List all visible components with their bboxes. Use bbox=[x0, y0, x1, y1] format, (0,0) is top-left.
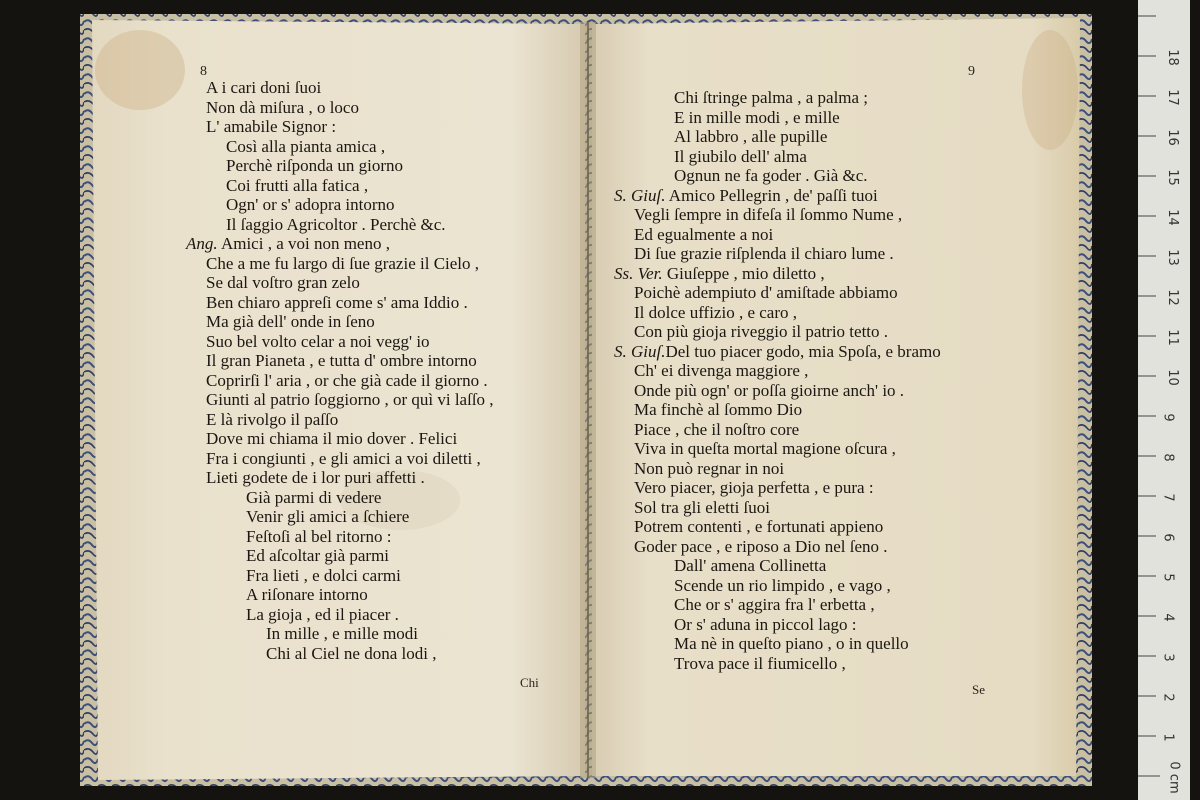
text-line bbox=[246, 527, 391, 547]
text-line bbox=[246, 605, 399, 625]
ruler-label: 3 bbox=[1160, 653, 1176, 662]
text-line bbox=[634, 244, 894, 264]
ruler-label: 14 bbox=[1164, 209, 1180, 226]
text-line bbox=[246, 585, 368, 605]
line-text: Sol tra gli eletti ſuoi bbox=[634, 497, 770, 517]
text-line bbox=[634, 459, 784, 479]
text-line bbox=[634, 283, 898, 303]
left-page-number: 8 bbox=[200, 64, 207, 79]
ruler-label: 7 bbox=[1160, 493, 1176, 502]
ruler-label: 11 bbox=[1164, 329, 1180, 346]
text-line bbox=[674, 634, 909, 654]
text-line bbox=[206, 312, 375, 332]
text-line bbox=[206, 78, 321, 98]
line-text: A i cari doni ſuoi bbox=[206, 78, 322, 97]
line-text: Amico Pellegrin , de' paſſi tuoi bbox=[665, 185, 878, 205]
line-text: Fra i congiunti , e gli amici a voi diletti , bbox=[206, 448, 481, 468]
line-text: Il giubilo dell' alma bbox=[674, 146, 807, 166]
line-text: Ma nè in queſto piano , o in quello bbox=[674, 634, 909, 653]
text-line bbox=[634, 361, 808, 381]
line-text: Trova pace il fiumicello , bbox=[674, 653, 846, 673]
line-text: Non dà miſura , o loco bbox=[206, 97, 359, 117]
text-line bbox=[206, 98, 359, 118]
text-line bbox=[246, 566, 401, 586]
text-line bbox=[674, 615, 856, 635]
line-text: Che a me fu largo di ſue grazie il Cielo , bbox=[206, 253, 480, 273]
right-page-number: 9 bbox=[968, 64, 975, 79]
line-text: E in mille modi , e mille bbox=[674, 107, 840, 127]
line-text: Lieti godete de i lor puri affetti . bbox=[206, 468, 425, 487]
line-text: A riſonare intorno bbox=[246, 585, 368, 604]
text-line bbox=[226, 156, 403, 176]
line-text: Coi frutti alla fatica , bbox=[226, 175, 369, 195]
line-text: Vero piacer, gioja perfetta , e pura : bbox=[634, 478, 874, 497]
ruler-label: 8 bbox=[1160, 453, 1176, 462]
text-line bbox=[206, 371, 488, 391]
text-line bbox=[634, 400, 802, 420]
text-line bbox=[246, 546, 389, 566]
text-line bbox=[634, 478, 874, 498]
text-line bbox=[674, 166, 868, 186]
line-text: Così alla pianta amica , bbox=[226, 136, 386, 156]
text-line bbox=[674, 576, 891, 596]
line-text: Già parmi di vedere bbox=[246, 487, 382, 507]
text-line bbox=[634, 322, 888, 342]
text-line bbox=[206, 390, 494, 410]
ruler-label: 12 bbox=[1164, 289, 1180, 306]
ruler-label: 9 bbox=[1160, 413, 1176, 422]
line-text: Dall' amena Collinetta bbox=[674, 556, 827, 575]
line-text: Ma già dell' onde in ſeno bbox=[206, 312, 375, 331]
line-text: Viva in queſta mortal magione oſcura , bbox=[634, 439, 896, 458]
text-line bbox=[674, 108, 840, 128]
text-line bbox=[614, 186, 878, 206]
line-text: Goder pace , e riposo a Dio nel ſeno . bbox=[634, 536, 888, 556]
line-text: Il ſaggio Agricoltor . Perchè &c. bbox=[226, 214, 446, 234]
text-line bbox=[634, 225, 773, 245]
line-text: Del tuo piacer godo, mia Spoſa, e bramo bbox=[665, 341, 941, 361]
ruler-label: 10 bbox=[1164, 369, 1180, 386]
text-line bbox=[206, 273, 360, 293]
line-text: E là rivolgo il paſſo bbox=[206, 409, 339, 429]
line-text: Non può regnar in noi bbox=[634, 458, 785, 478]
text-line bbox=[634, 303, 797, 323]
line-text: Il dolce uffizio , e caro , bbox=[634, 302, 798, 322]
ruler bbox=[1138, 0, 1190, 800]
text-line bbox=[674, 654, 846, 674]
speaker-label: Ang. bbox=[186, 234, 218, 253]
line-text: Il gran Pianeta , e tutta d' ombre intorno bbox=[206, 351, 477, 370]
line-text: La gioja , ed il piacer . bbox=[246, 604, 399, 624]
line-text: Ognun ne fa goder . Già &c. bbox=[674, 166, 868, 185]
line-text: Ogn' or s' adopra intorno bbox=[226, 195, 395, 214]
text-line bbox=[634, 205, 902, 225]
text-line bbox=[186, 234, 390, 254]
line-text: Al labbro , alle pupille bbox=[674, 127, 828, 146]
line-text: L' amabile Signor : bbox=[206, 117, 337, 136]
line-text: Poichè adempiuto d' amiſtade abbiamo bbox=[634, 283, 898, 302]
ruler-label: 5 bbox=[1160, 573, 1176, 582]
ruler-label: 2 bbox=[1160, 693, 1176, 702]
line-text: Feſtoſi al bel ritorno : bbox=[246, 526, 392, 546]
line-text: Coprirſi l' aria , or che già cade il giorno . bbox=[206, 370, 488, 390]
text-line bbox=[674, 88, 868, 108]
text-line bbox=[206, 468, 425, 488]
line-text: Con più gioja riveggio il patrio tetto . bbox=[634, 322, 889, 341]
text-line bbox=[634, 517, 883, 537]
line-text: Ben chiaro appreſi come s' ama Iddio . bbox=[206, 292, 468, 312]
text-line bbox=[206, 332, 430, 352]
ruler-label: 15 bbox=[1164, 169, 1180, 186]
line-text: Or s' aduna in piccol lago : bbox=[674, 614, 857, 634]
text-line bbox=[226, 215, 446, 235]
ruler-label: 18 bbox=[1164, 49, 1180, 66]
line-text: Fra lieti , e dolci carmi bbox=[246, 565, 401, 585]
text-line bbox=[206, 449, 481, 469]
line-text: Amici , a voi non meno , bbox=[217, 234, 390, 253]
text-line bbox=[266, 624, 418, 644]
line-text: Perchè riſponda un giorno bbox=[226, 156, 404, 175]
text-line bbox=[206, 254, 479, 274]
line-text: Che or s' aggira fra l' erbetta , bbox=[674, 595, 875, 614]
line-text: Di ſue grazie riſplenda il chiaro lume . bbox=[634, 244, 894, 263]
line-text: Giunti al patrio ſoggiorno , or quì vi laſſo , bbox=[206, 390, 494, 409]
line-text: Scende un rio limpido , e vago , bbox=[674, 575, 891, 595]
text-line bbox=[206, 293, 468, 313]
text-line bbox=[614, 264, 825, 284]
text-line bbox=[674, 127, 827, 147]
ruler-label: 13 bbox=[1164, 249, 1180, 266]
text-line bbox=[206, 351, 477, 371]
line-text: Giuſeppe , mio diletto , bbox=[662, 263, 825, 283]
line-text: Ch' ei divenga maggiore , bbox=[634, 361, 809, 380]
line-text: Ma finchè al ſommo Dio bbox=[634, 400, 803, 419]
speaker-label: S. Giuſ. bbox=[614, 341, 666, 361]
line-text: Suo bel volto celar a noi vegg' io bbox=[206, 331, 430, 351]
text-line bbox=[246, 488, 381, 508]
line-text: Venir gli amici a ſchiere bbox=[246, 507, 410, 526]
text-line bbox=[206, 429, 457, 449]
text-line bbox=[634, 381, 904, 401]
text-line bbox=[674, 556, 826, 576]
ruler-label: 4 bbox=[1160, 613, 1176, 622]
line-text: Se dal voſtro gran zelo bbox=[206, 273, 360, 292]
text-line bbox=[614, 342, 941, 362]
line-text: Chi ſtringe palma , a palma ; bbox=[674, 88, 869, 107]
text-line bbox=[206, 410, 338, 430]
ruler-label: 6 bbox=[1160, 533, 1176, 542]
speaker-label: S. Giuſ. bbox=[614, 185, 666, 205]
text-line bbox=[246, 507, 409, 527]
text-line bbox=[634, 439, 896, 459]
line-text: Vegli ſempre in difeſa il ſommo Nume , bbox=[634, 205, 903, 224]
line-text: Ed egualmente a noi bbox=[634, 224, 774, 244]
line-text: In mille , e mille modi bbox=[266, 624, 419, 643]
line-text: Ed aſcoltar già parmi bbox=[246, 546, 390, 565]
text-line bbox=[226, 176, 368, 196]
line-text: Piace , che il noſtro core bbox=[634, 419, 800, 439]
text-line bbox=[674, 595, 875, 615]
line-text: Dove mi chiama il mio dover . Felici bbox=[206, 429, 458, 448]
line-text: Chi al Ciel ne dona lodi , bbox=[266, 643, 437, 663]
text-line bbox=[226, 137, 385, 157]
ruler-label: 0 cm bbox=[1166, 761, 1182, 794]
text-line bbox=[634, 498, 770, 518]
ruler-label: 16 bbox=[1164, 129, 1180, 146]
text-line bbox=[266, 644, 436, 664]
right-catchword: Se bbox=[972, 682, 985, 697]
text-line bbox=[634, 537, 888, 557]
text-line bbox=[674, 147, 807, 167]
ruler-label: 17 bbox=[1164, 89, 1180, 106]
speaker-label: Ss. Ver. bbox=[614, 263, 663, 283]
ruler-label: 1 bbox=[1160, 733, 1176, 742]
text-line bbox=[226, 195, 395, 215]
left-catchword: Chi bbox=[520, 675, 539, 690]
line-text: Potrem contenti , e fortunati appieno bbox=[634, 517, 884, 536]
text-line bbox=[634, 420, 799, 440]
text-line bbox=[206, 117, 336, 137]
line-text: Onde più ogn' or poſſa gioirne anch' io . bbox=[634, 380, 905, 400]
